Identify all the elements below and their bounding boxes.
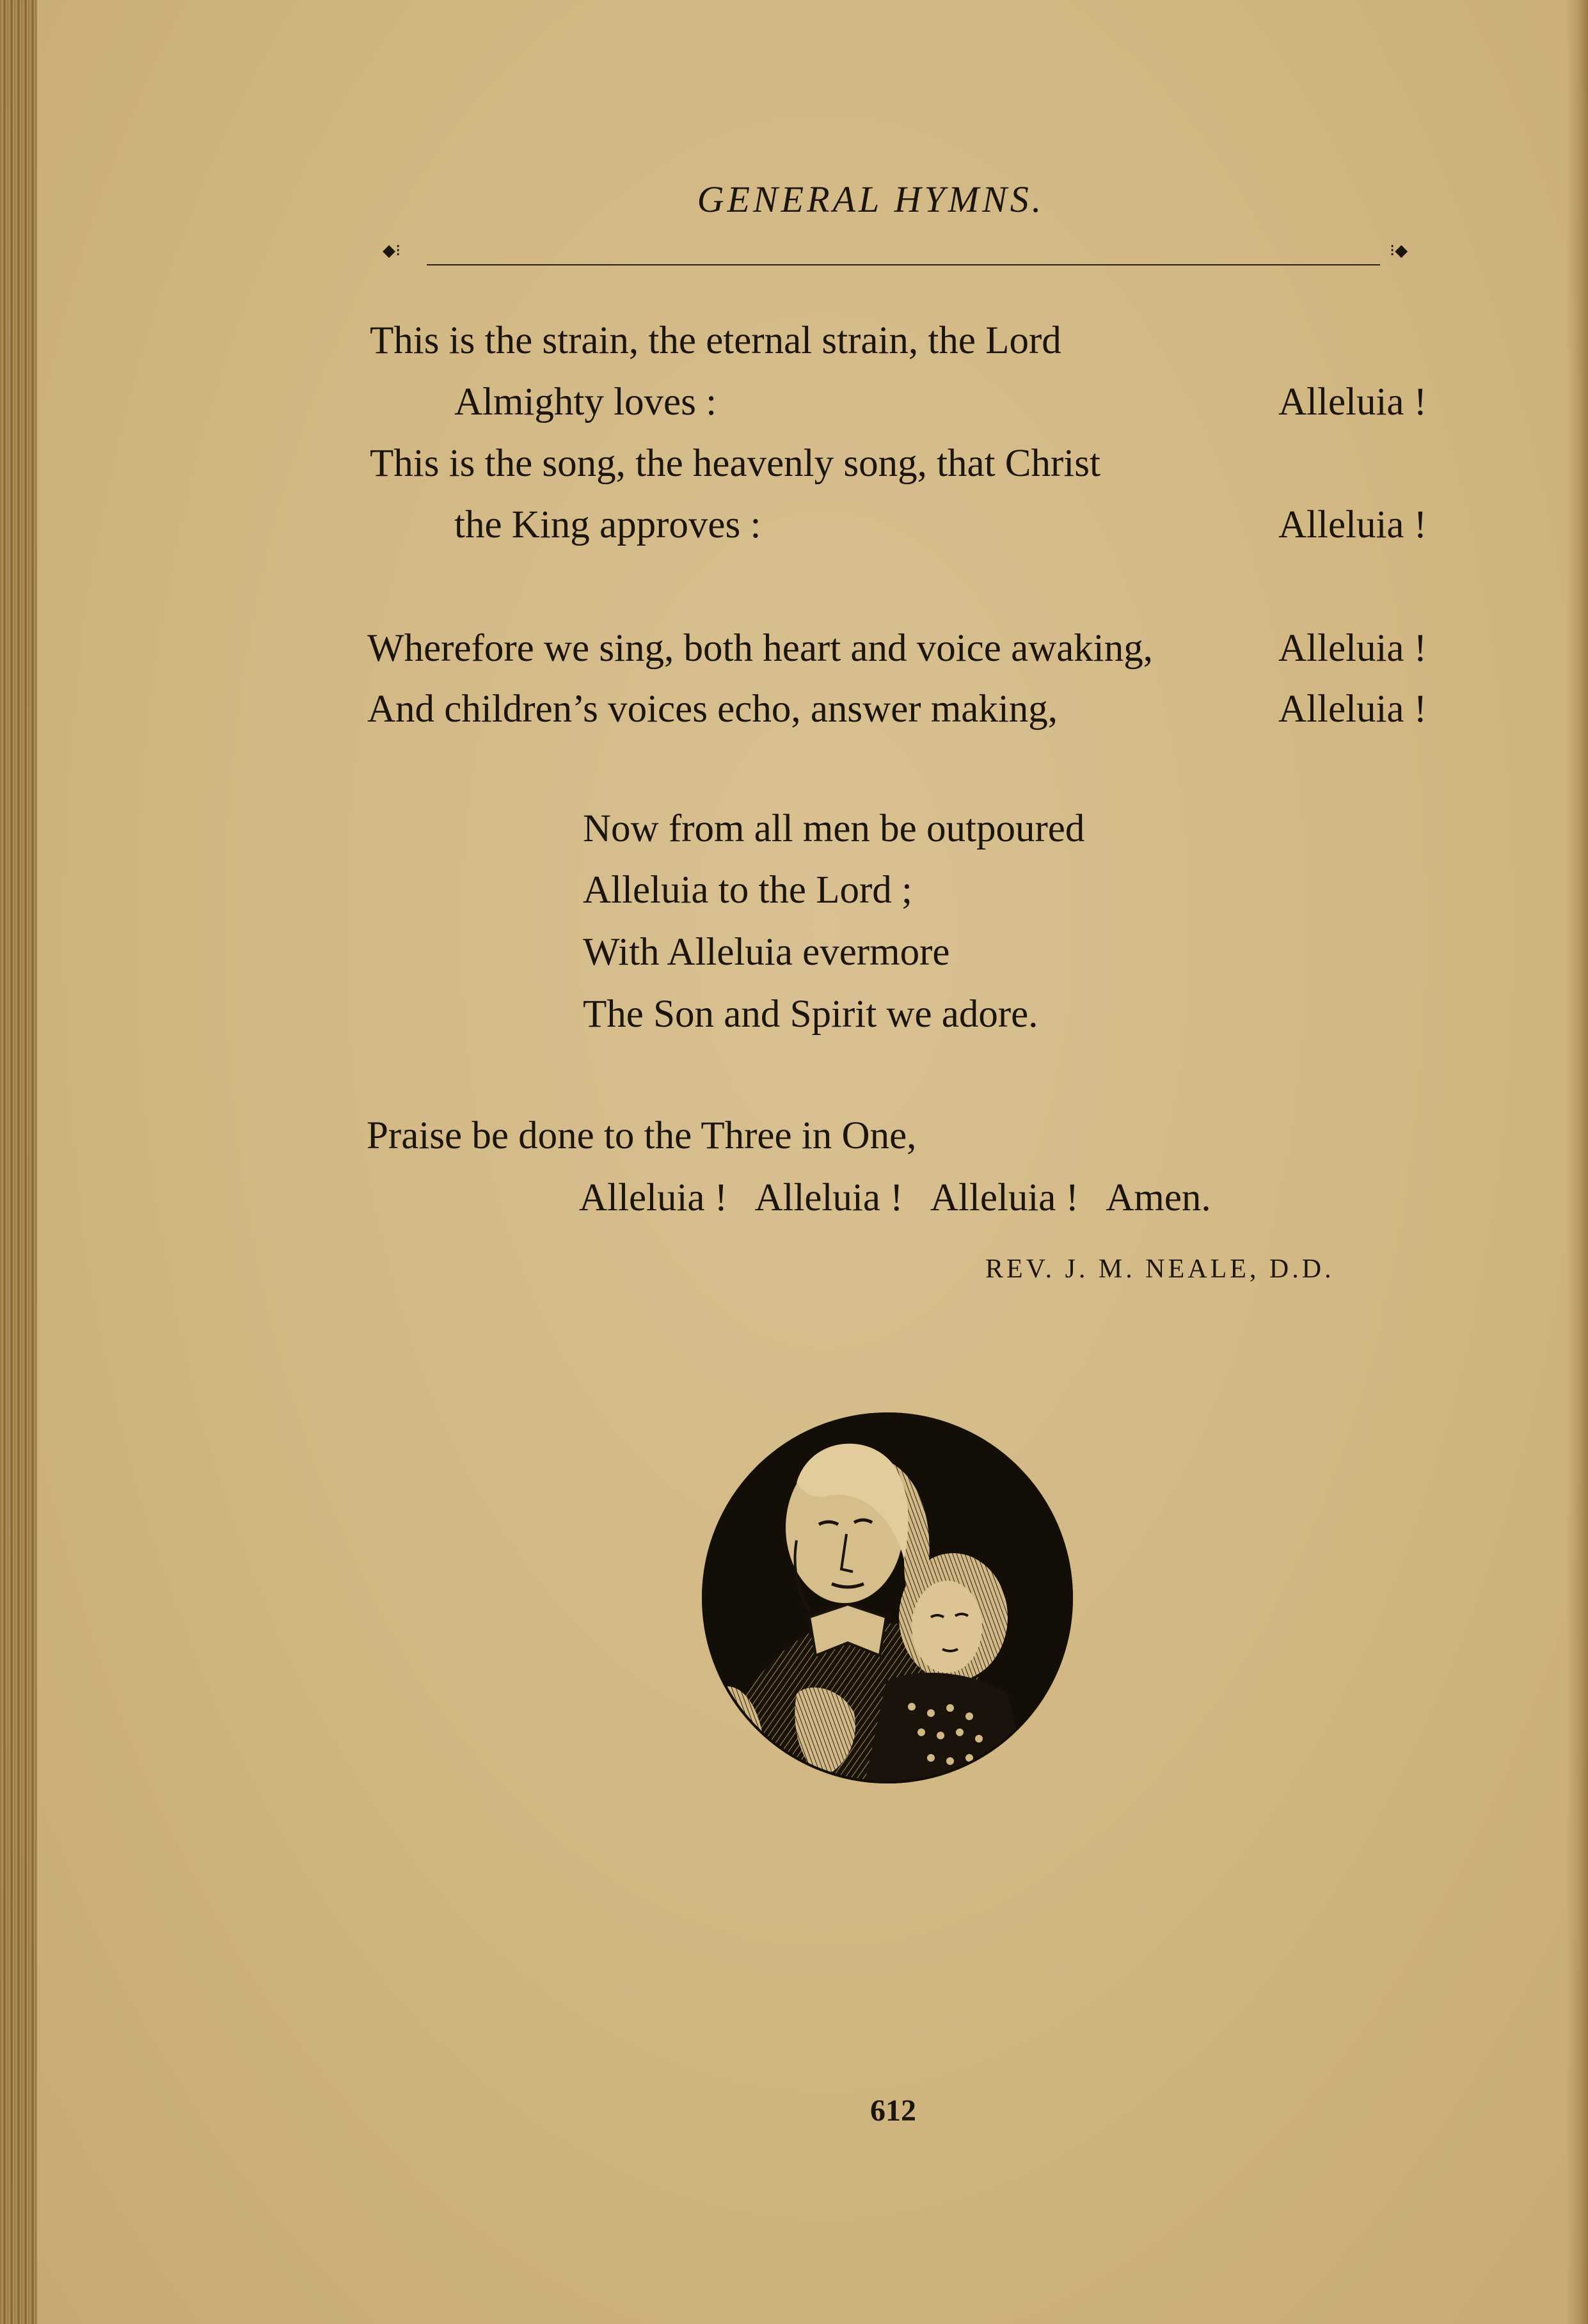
- verse2-refrain2: Alleluia !: [1278, 688, 1427, 731]
- verse1-line2: Almighty loves :: [454, 381, 717, 423]
- hymn-author: REV. J. M. NEALE, D.D.: [985, 1254, 1335, 1284]
- doxology-line2: Alleluia ! Alleluia ! Alleluia ! Amen.: [579, 1176, 1211, 1219]
- page-gutter: [0, 0, 37, 2324]
- ornament-right-icon: ⁝◆: [1390, 241, 1408, 260]
- verse2-refrain1: Alleluia !: [1278, 627, 1427, 670]
- page-number: 612: [870, 2094, 916, 2128]
- verse1-line3: This is the song, the heavenly song, that Christ: [370, 442, 1100, 485]
- verse3-line4: The Son and Spirit we adore.: [583, 993, 1038, 1036]
- verse2-line2: And children’s voices echo, answer making,: [367, 688, 1058, 731]
- verse1-line1: This is the strain, the eternal strain, the Lord: [370, 319, 1061, 362]
- verse1-line4: the King approves :: [454, 503, 761, 546]
- running-head: GENERAL HYMNS.: [697, 178, 1045, 220]
- verse3-line3: With Alleluia evermore: [583, 931, 950, 974]
- header-rule: [427, 264, 1380, 265]
- doxology-line1: Praise be done to the Three in One,: [367, 1114, 917, 1157]
- verse2-line1: Wherefore we sing, both heart and voice awaking,: [367, 627, 1153, 670]
- verse3-line2: Alleluia to the Lord ;: [583, 869, 912, 912]
- verse1-refrain1: Alleluia !: [1278, 381, 1427, 423]
- verse3-line1: Now from all men be outpoured: [583, 807, 1085, 850]
- verse1-refrain2: Alleluia !: [1278, 503, 1427, 546]
- page-edge: [1566, 0, 1588, 2324]
- engraving-old-man-and-child-icon: [701, 1412, 1078, 1803]
- ornament-left-icon: ◆⁝: [383, 241, 401, 260]
